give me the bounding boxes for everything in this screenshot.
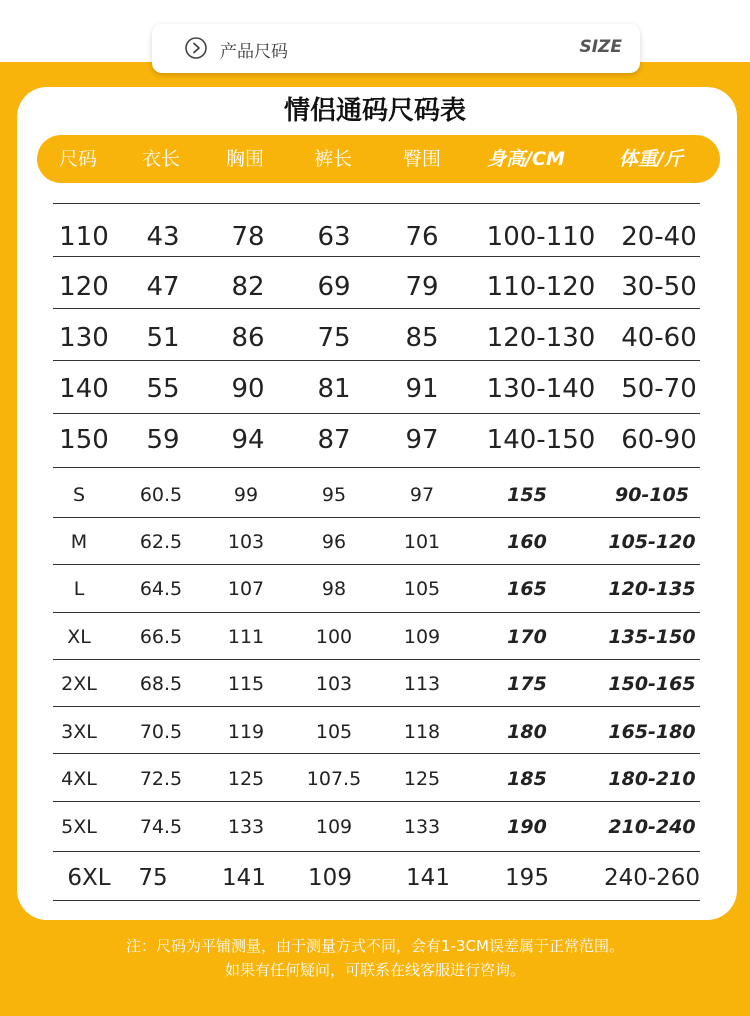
cell-height: 190 — [507, 816, 547, 838]
cell-pants-length: 109 — [308, 865, 352, 891]
section-title: 产品尺码 — [220, 42, 288, 62]
column-header-hip: 臀围 — [402, 148, 442, 170]
cell-chest: 111 — [227, 626, 265, 648]
cell-length: 55 — [146, 374, 180, 404]
cell-size: S — [72, 484, 86, 506]
cell-hip: 97 — [409, 484, 435, 506]
cell-pants-length: 75 — [317, 323, 351, 353]
column-header-height: 身高/CM — [487, 148, 565, 170]
cell-size: 120 — [59, 272, 109, 302]
row-divider — [53, 851, 700, 852]
cell-size: M — [70, 531, 88, 553]
cell-size: 3XL — [61, 721, 97, 743]
cell-hip: 125 — [403, 768, 441, 790]
cell-height: 165 — [507, 578, 547, 600]
cell-pants-length: 98 — [321, 578, 347, 600]
cell-length: 51 — [146, 323, 180, 353]
cell-chest: 133 — [227, 816, 265, 838]
cell-height: 100-110 — [486, 222, 596, 252]
cell-weight: 210-240 — [608, 816, 696, 838]
cell-size: 130 — [59, 323, 109, 353]
cell-height: 120-130 — [486, 323, 596, 353]
cell-length: 60.5 — [139, 484, 183, 506]
cell-chest: 119 — [227, 721, 265, 743]
cell-weight: 150-165 — [608, 673, 696, 695]
cell-chest: 141 — [222, 865, 266, 891]
note-line-2: 如果有任何疑问，可联系在线客服进行咨询。 — [224, 961, 525, 979]
cell-height: 140-150 — [486, 425, 596, 455]
cell-size: 110 — [59, 222, 109, 252]
cell-chest: 94 — [231, 425, 265, 455]
cell-size: 150 — [59, 425, 109, 455]
cell-size: 5XL — [61, 816, 97, 838]
cell-weight: 30-50 — [621, 272, 697, 302]
cell-height: 185 — [507, 768, 547, 790]
cell-size: XL — [67, 626, 91, 648]
cell-pants-length: 96 — [321, 531, 347, 553]
cell-pants-length: 63 — [317, 222, 351, 252]
cell-length: 70.5 — [139, 721, 183, 743]
table-title: 情侣通码尺码表 — [283, 96, 466, 126]
cell-height: 160 — [507, 531, 547, 553]
cell-weight: 20-40 — [621, 222, 697, 252]
cell-height: 175 — [507, 673, 547, 695]
cell-chest: 99 — [233, 484, 259, 506]
cell-weight: 90-105 — [615, 484, 689, 506]
cell-size: 6XL — [67, 865, 111, 891]
cell-pants-length: 81 — [317, 374, 351, 404]
cell-length: 68.5 — [139, 673, 183, 695]
cell-length: 66.5 — [139, 626, 183, 648]
cell-height: 180 — [507, 721, 547, 743]
cell-weight: 120-135 — [608, 578, 696, 600]
cell-length: 72.5 — [139, 768, 183, 790]
cell-hip: 133 — [403, 816, 441, 838]
column-header-length: 衣长 — [141, 148, 181, 170]
column-header-pants-length: 裤长 — [313, 148, 353, 170]
play-circle-icon — [185, 37, 207, 59]
cell-weight: 165-180 — [608, 721, 696, 743]
row-divider — [53, 467, 700, 468]
cell-hip: 79 — [405, 272, 439, 302]
row-divider — [53, 203, 700, 204]
cell-pants-length: 100 — [315, 626, 353, 648]
cell-pants-length: 69 — [317, 272, 351, 302]
cell-pants-length: 95 — [321, 484, 347, 506]
cell-weight: 135-150 — [608, 626, 696, 648]
cell-chest: 107 — [227, 578, 265, 600]
cell-weight: 40-60 — [621, 323, 697, 353]
cell-size: 2XL — [61, 673, 97, 695]
cell-size: L — [73, 578, 85, 600]
cell-length: 64.5 — [139, 578, 183, 600]
cell-length: 62.5 — [139, 531, 183, 553]
cell-pants-length: 107.5 — [306, 768, 362, 790]
cell-hip: 85 — [405, 323, 439, 353]
column-header-weight: 体重/斤 — [619, 148, 683, 170]
cell-hip: 105 — [403, 578, 441, 600]
cell-size: 140 — [59, 374, 109, 404]
cell-weight: 60-90 — [621, 425, 697, 455]
cell-chest: 90 — [231, 374, 265, 404]
cell-height: 195 — [505, 865, 549, 891]
cell-length: 74.5 — [139, 816, 183, 838]
cell-height: 130-140 — [486, 374, 596, 404]
cell-hip: 141 — [406, 865, 450, 891]
column-header-size: 尺码 — [58, 148, 98, 170]
cell-pants-length: 87 — [317, 425, 351, 455]
cell-weight: 180-210 — [608, 768, 696, 790]
cell-weight: 240-260 — [603, 865, 701, 891]
cell-hip: 113 — [403, 673, 441, 695]
cell-height: 110-120 — [486, 272, 596, 302]
cell-chest: 103 — [227, 531, 265, 553]
cell-weight: 50-70 — [621, 374, 697, 404]
cell-chest: 86 — [231, 323, 265, 353]
cell-chest: 82 — [231, 272, 265, 302]
cell-hip: 91 — [405, 374, 439, 404]
cell-chest: 78 — [231, 222, 265, 252]
cell-length: 75 — [138, 865, 168, 891]
cell-weight: 105-120 — [608, 531, 696, 553]
cell-length: 47 — [146, 272, 180, 302]
cell-hip: 97 — [405, 425, 439, 455]
section-header — [152, 24, 640, 73]
cell-chest: 125 — [227, 768, 265, 790]
column-header-chest: 胸围 — [225, 148, 265, 170]
cell-chest: 115 — [227, 673, 265, 695]
cell-hip: 109 — [403, 626, 441, 648]
cell-pants-length: 103 — [315, 673, 353, 695]
cell-length: 59 — [146, 425, 180, 455]
section-title-en: SIZE — [579, 37, 622, 57]
cell-length: 43 — [146, 222, 180, 252]
cell-height: 170 — [507, 626, 547, 648]
cell-hip: 76 — [405, 222, 439, 252]
cell-pants-length: 105 — [315, 721, 353, 743]
cell-hip: 118 — [403, 721, 441, 743]
cell-hip: 101 — [403, 531, 441, 553]
cell-pants-length: 109 — [315, 816, 353, 838]
table-header — [37, 135, 720, 183]
cell-height: 155 — [507, 484, 547, 506]
cell-size: 4XL — [61, 768, 97, 790]
note-line-1: 注：尺码为平铺测量，由于测量方式不同，会有1-3CM误差属于正常范围。 — [126, 937, 624, 955]
